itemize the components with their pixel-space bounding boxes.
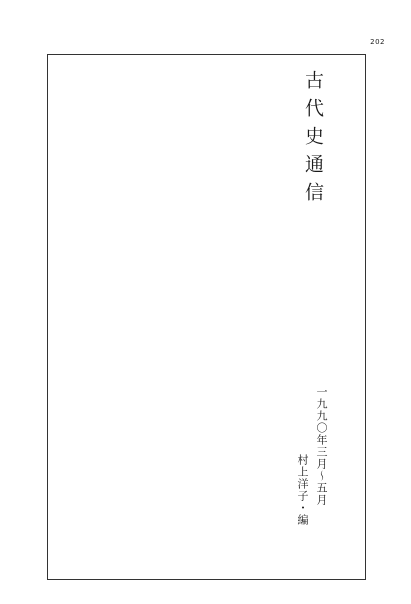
text-column-8 xyxy=(56,328,114,573)
text-column-1 xyxy=(228,62,262,318)
text-column-6 xyxy=(118,328,172,573)
text-column-2 xyxy=(174,62,224,318)
compiler-credit: 村上洋子・編 xyxy=(296,454,309,526)
page-number: 202 xyxy=(370,38,385,46)
title-block xyxy=(266,54,366,580)
main-title: 古代史通信 xyxy=(302,70,324,210)
text-column-3 xyxy=(232,328,262,573)
date-range: 一九九〇年三月〜五月 xyxy=(315,386,328,506)
text-column-5 xyxy=(122,62,168,318)
text-column-7 xyxy=(56,62,114,318)
text-column-4 xyxy=(176,328,228,573)
